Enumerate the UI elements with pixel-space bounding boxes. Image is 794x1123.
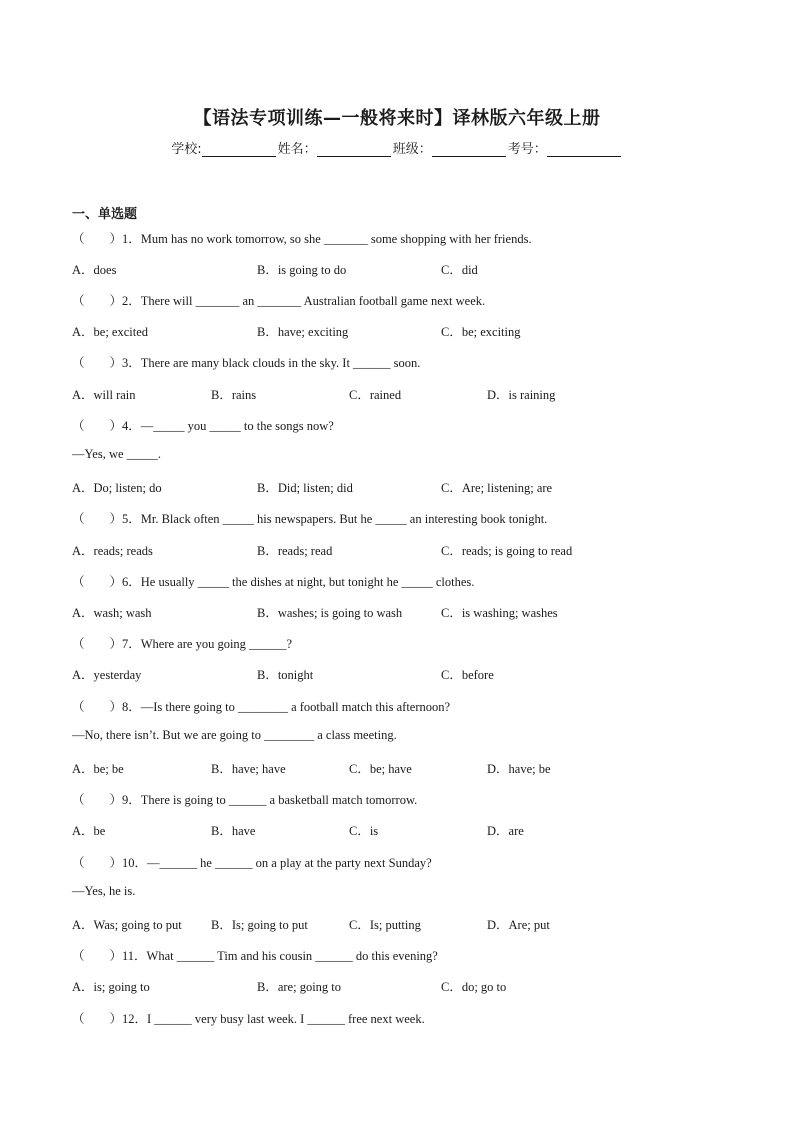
question-10: （ ）10．—______ he ______ on a play at the party next Sunday?: [72, 856, 432, 870]
page-title: 【语法专项训练—一般将来时】译林版六年级上册: [193, 108, 601, 129]
number-blank[interactable]: [547, 142, 621, 157]
q9-option-b[interactable]: B．have: [211, 824, 256, 838]
class-blank[interactable]: [432, 142, 506, 157]
q8-option-a[interactable]: A．be; be: [72, 762, 124, 776]
q4-option-c[interactable]: C．Are; listening; are: [441, 481, 553, 495]
q9-option-d[interactable]: D．are: [487, 824, 524, 838]
q10-option-a[interactable]: A．Was; going to put: [72, 918, 182, 932]
class-label: 班级：: [392, 142, 432, 157]
question-8-reply: —No, there isn’t. But we are going to ________ a class meeting.: [72, 728, 397, 742]
school-label: 学校:: [171, 142, 202, 157]
q7-option-c[interactable]: C．before: [441, 668, 494, 682]
q11-option-a[interactable]: A．is; going to: [72, 980, 150, 994]
q6-option-b[interactable]: B．washes; is going to wash: [257, 606, 403, 620]
q8-option-d[interactable]: D．have; be: [487, 762, 551, 776]
school-blank[interactable]: [202, 142, 276, 157]
q4-option-a[interactable]: A．Do; listen; do: [72, 481, 162, 495]
q10-option-b[interactable]: B．Is; going to put: [211, 918, 308, 932]
question-9: （ ）9．There is going to ______ a basketball match tomorrow.: [72, 793, 418, 807]
question-3: （ ）3．There are many black clouds in the sky. It ______ soon.: [72, 356, 421, 370]
q10-option-d[interactable]: D．Are; put: [487, 918, 550, 932]
name-label: 姓名：: [277, 142, 317, 157]
q11-option-b[interactable]: B．are; going to: [257, 980, 342, 994]
q5-option-c[interactable]: C．reads; is going to read: [441, 544, 573, 558]
q6-option-a[interactable]: A．wash; wash: [72, 606, 152, 620]
q6-option-c[interactable]: C．is washing; washes: [441, 606, 558, 620]
q2-option-a[interactable]: A．be; excited: [72, 325, 149, 339]
q1-option-b[interactable]: B．is going to do: [257, 263, 347, 277]
q1-option-a[interactable]: A．does: [72, 263, 117, 277]
q5-option-b[interactable]: B．reads; read: [257, 544, 333, 558]
q3-option-d[interactable]: D．is raining: [487, 388, 556, 402]
question-4: （ ）4．—_____ you _____ to the songs now?: [72, 419, 334, 433]
q8-option-b[interactable]: B．have; have: [211, 762, 286, 776]
question-5: （ ）5．Mr. Black often _____ his newspapers. But he _____ an interesting book tonight.: [72, 512, 548, 526]
q4-option-b[interactable]: B．Did; listen; did: [257, 481, 353, 495]
question-10-reply: —Yes, he is.: [72, 884, 136, 898]
q3-option-a[interactable]: A．will rain: [72, 388, 136, 402]
q10-option-c[interactable]: C．Is; putting: [349, 918, 421, 932]
question-7: （ ）7．Where are you going ______?: [72, 637, 293, 651]
q3-option-c[interactable]: C．rained: [349, 388, 402, 402]
q7-option-b[interactable]: B．tonight: [257, 668, 314, 682]
student-info-line: [0, 138, 794, 157]
q9-option-c[interactable]: C．is: [349, 824, 379, 838]
q8-option-c[interactable]: C．be; have: [349, 762, 412, 776]
q2-option-b[interactable]: B．have; exciting: [257, 325, 349, 339]
q9-option-a[interactable]: A．be: [72, 824, 106, 838]
question-4-reply: —Yes, we _____.: [72, 447, 162, 461]
q7-option-a[interactable]: A．yesterday: [72, 668, 142, 682]
name-blank[interactable]: [317, 142, 391, 157]
question-6: （ ）6．He usually _____ the dishes at night, but tonight he _____ clothes.: [72, 575, 475, 589]
q2-option-c[interactable]: C．be; exciting: [441, 325, 521, 339]
question-1: （ ）1．Mum has no work tomorrow, so she _______ some shopping with her friends.: [72, 232, 532, 246]
q5-option-a[interactable]: A．reads; reads: [72, 544, 153, 558]
question-2: （ ）2．There will _______ an _______ Australian football game next week.: [72, 294, 486, 308]
question-12: （ ）12．I ______ very busy last week. I ______ free next week.: [72, 1012, 425, 1026]
question-8: （ ）8．—Is there going to ________ a football match this afternoon?: [72, 700, 451, 714]
q3-option-b[interactable]: B．rains: [211, 388, 257, 402]
number-label: 考号：: [507, 142, 547, 157]
section-heading: 一、单选题: [72, 207, 138, 222]
question-11: （ ）11．What ______ Tim and his cousin ______ do this evening?: [72, 949, 438, 963]
q1-option-c[interactable]: C．did: [441, 263, 478, 277]
q11-option-c[interactable]: C．do; go to: [441, 980, 507, 994]
